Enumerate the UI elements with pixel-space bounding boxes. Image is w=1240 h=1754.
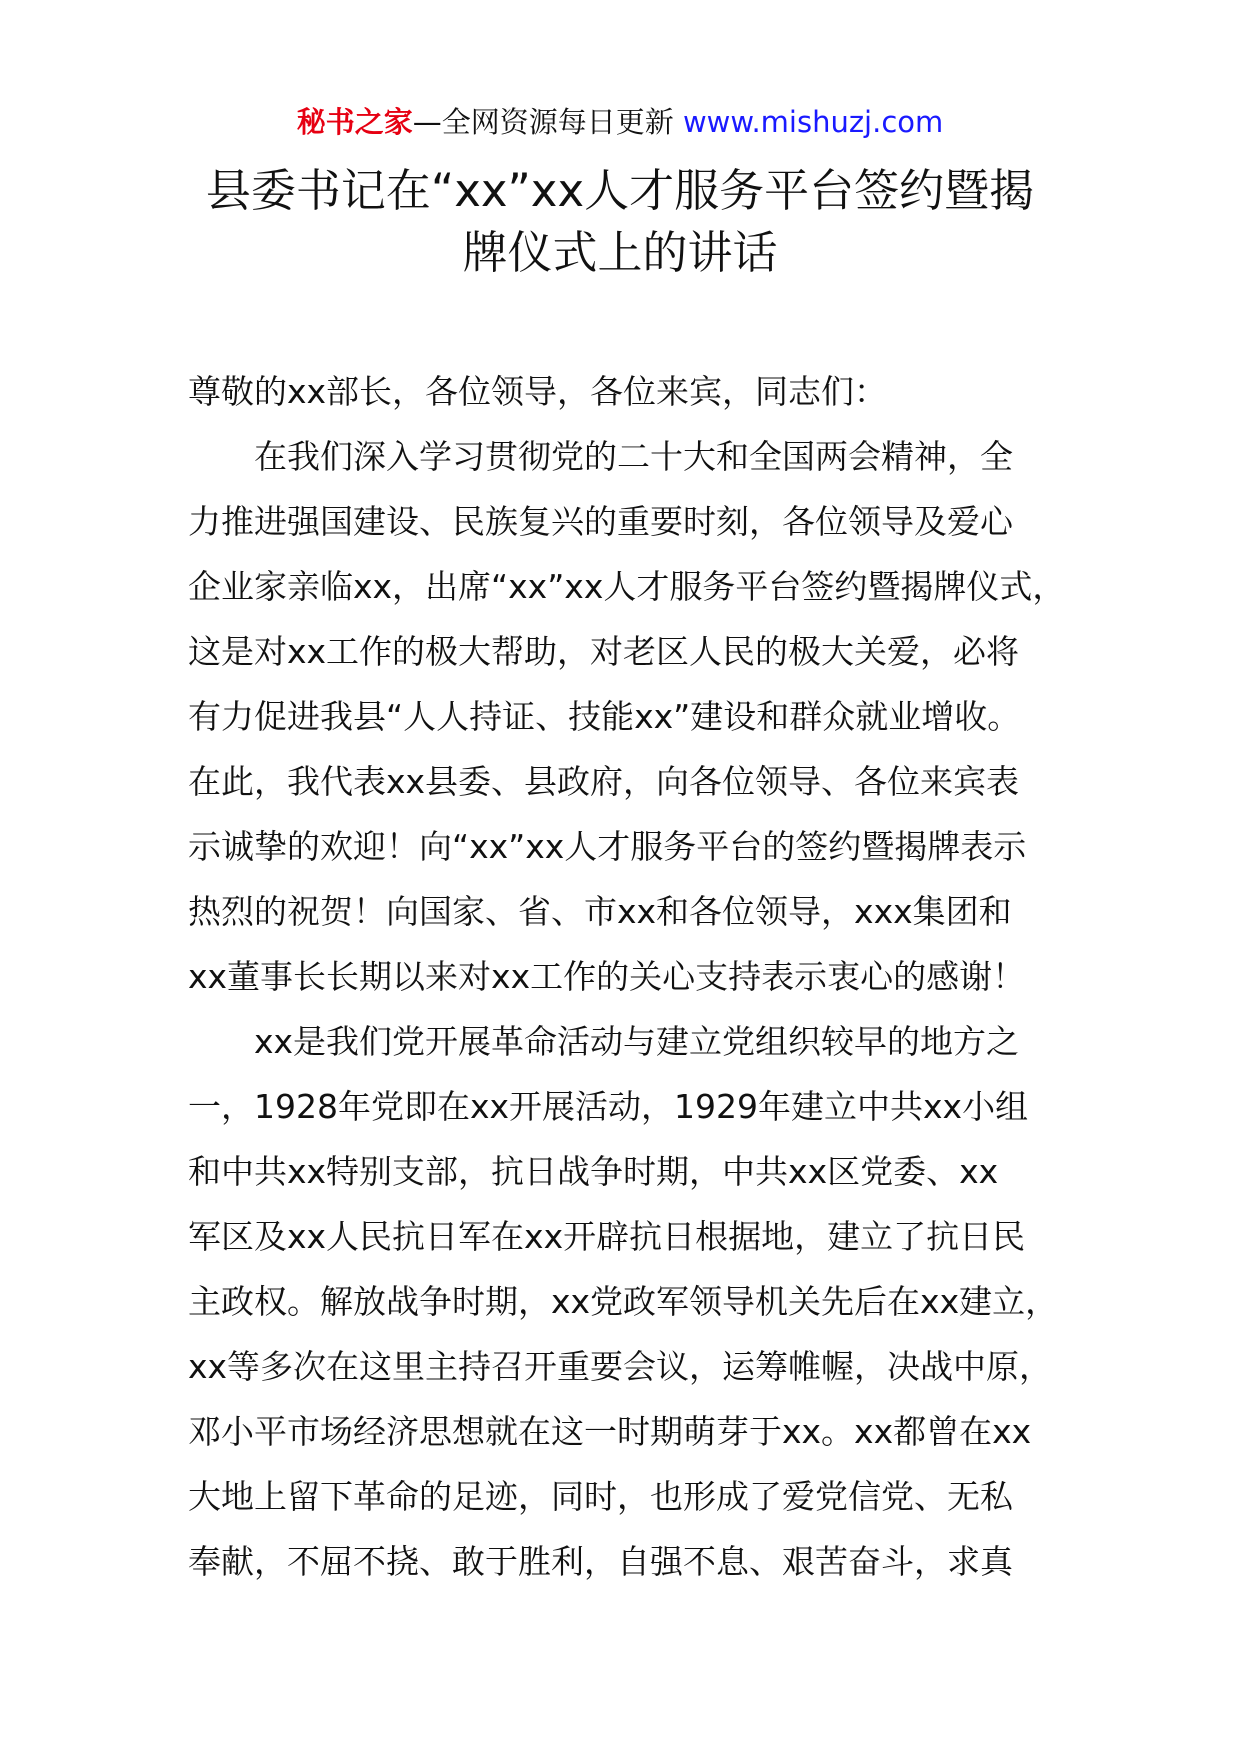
paragraph-line: 有力促进我县“人人持证、技能xx”建设和群众就业增收。 (188, 697, 1021, 736)
site-url-link[interactable]: www.mishuzj.com (682, 105, 944, 139)
paragraph-line: 在此，我代表xx县委、县政府，向各位领导、各位来宾表 (188, 762, 1020, 801)
paragraph-line: 热烈的祝贺！向国家、省、市xx和各位领导，xxx集团和 (188, 892, 1012, 931)
document-title (150, 160, 1090, 284)
paragraph-line: 示诚挚的欢迎！向“xx”xx人才服务平台的签约暨揭牌表示 (188, 827, 1027, 866)
paragraph-line: 这是对xx工作的极大帮助，对老区人民的极大关爱，必将 (188, 632, 1020, 671)
paragraph-line: 企业家亲临xx，出席“xx”xx人才服务平台签约暨揭牌仪式， (188, 567, 1066, 606)
paragraph-line: 和中共xx特别支部，抗日战争时期，中共xx区党委、xx (188, 1152, 999, 1191)
salutation-line: 尊敬的xx部长，各位领导，各位来宾，同志们： (188, 372, 888, 411)
paragraph-line: 力推进强国建设、民族复兴的重要时刻，各位领导及爱心 (188, 502, 1013, 541)
title-line: 牌仪式上的讲话 (462, 226, 778, 279)
title-line: 县委书记在“xx”xx人才服务平台签约暨揭 (205, 164, 1035, 217)
paragraph-line: xx董事长长期以来对xx工作的关心支持表示衷心的感谢！ (188, 957, 1026, 996)
paragraph-line: 奉献，不屈不挠、敢于胜利，自强不息、艰苦奋斗，求真 (188, 1542, 1013, 1581)
header-slogan: —全网资源每日更新 (412, 105, 683, 139)
paragraph-line: 邓小平市场经济思想就在这一时期萌芽于xx。xx都曾在xx (188, 1412, 1032, 1451)
paragraph-line: 大地上留下革命的足迹，同时，也形成了爱党信党、无私 (188, 1477, 1013, 1516)
paragraph-line: 在我们深入学习贯彻党的二十大和全国两会精神，全 (254, 437, 1013, 476)
paragraph-line: xx等多次在这里主持召开重要会议，运筹帷幄，决战中原， (188, 1347, 1053, 1386)
brand-name: 秘书之家 (296, 105, 413, 139)
speech-body (188, 359, 1088, 1594)
paragraph-line: 军区及xx人民抗日军在xx开辟抗日根据地，建立了抗日民 (188, 1217, 1026, 1256)
paragraph-line: 主政权。解放战争时期，xx党政军领导机关先后在xx建立， (188, 1282, 1059, 1321)
paragraph-line: xx是我们党开展革命活动与建立党组织较早的地方之 (254, 1022, 1020, 1061)
site-header (0, 102, 1240, 142)
paragraph-line: 一，1928年党即在xx开展活动，1929年建立中共xx小组 (188, 1087, 1029, 1126)
